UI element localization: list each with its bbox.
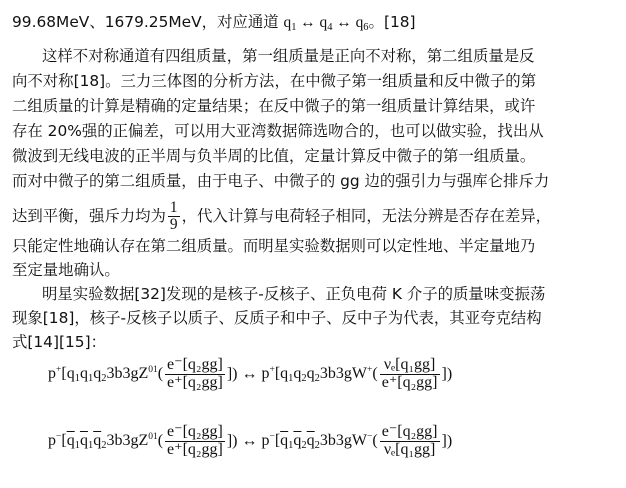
para2-line-1: 明星实验数据[32]发现的是核子-反核子、正负电荷 K 介子的质量味变振荡 <box>42 285 546 303</box>
para2-line-2: 现象[18]，核子-反核子以质子、反质子和中子、反中子为代表，其亚夸克结构 <box>12 309 542 327</box>
eq1-lhs: $p^+[q_1q_1q_23b3gZ^{01}$( <box>48 364 164 384</box>
intro-text: 99.68MeV、1679.25MeV，对应通道 <box>12 13 284 31</box>
eq1-rhs-fraction: $\frac{\text{νₑ[q₁gg]}}{\text{e⁺[q₂gg]}}$ <box>381 356 438 391</box>
intro-ref: 。[18] <box>368 13 416 31</box>
para1-line-1: 这样不对称通道有四组质量，第一组质量是正向不对称，第二组质量是反 <box>42 47 535 65</box>
eq1-end: ]) <box>441 365 453 383</box>
eq1-rhs: $p^+[q_1q_2q_23b3gW^+$( <box>261 364 378 384</box>
eq1-arrow: ]) ↔ <box>226 365 262 383</box>
intro-line <box>12 12 416 38</box>
para1-line-7-post: ，代入计算与电荷轻子相同，无法分辨是否存在差异， <box>181 207 552 225</box>
eq2-lhs: $p^-[\overline{q}_1\overline{q}_1\overline{q}_23b3gZ^{01}$( <box>48 431 164 451</box>
eq2-rhs: $p^-[\overline{q}_1\overline{q}_2\overline{q}_23b3gW^-$( <box>261 431 378 451</box>
para1-line-2: 向不对称[18]。三力三体图的分析方法，在中微子第一组质量和反中微子的第 <box>12 72 537 90</box>
para1-line-3: 二组质量的计算是精确的定量结果；在反中微子的第一组质量计算结果，或许 <box>12 97 536 115</box>
para1-line-6: 而对中微子的第二组质量，由于电子、中微子的 gg 边的强引力与强库仑排斥力 <box>12 172 550 190</box>
channel-q6: $q_6$ <box>355 14 369 33</box>
para1-line-8: 只能定性地确认存在第二组质量。而明星实验数据则可以定性地、半定量地乃 <box>12 237 536 255</box>
arrow-1: ↔ <box>296 14 320 31</box>
para1-line-4: 存在 20%强的正偏差，可以用大亚湾数据筛选吻合的，也可以做实验，找出从 <box>12 122 544 140</box>
para1-line-9: 至定量地确认。 <box>12 261 120 279</box>
arrow-2: ↔ <box>332 14 356 31</box>
eq2-rhs-fraction: $\frac{\text{e⁻[q₂gg]}}{\text{νₑ[q₁gg]}}$ <box>381 423 438 458</box>
eq1-lhs-fraction: $\frac{\text{e⁻[q₂gg]}}{\text{e⁺[q₂gg]}}$ <box>167 356 223 391</box>
channel-q4: $q_4$ <box>319 14 333 33</box>
eq2-lhs-fraction: $\frac{\text{e⁻[q₂gg]}}{\text{e⁺[q₂gg]}}$ <box>167 423 223 458</box>
para1-line-7-pre: 达到平衡，强斥力均为 <box>12 207 166 225</box>
eq2-end: ]) <box>441 432 453 450</box>
equation-1 <box>48 357 452 392</box>
para2-line-3: 式[14][15]： <box>12 333 106 351</box>
equation-2 <box>48 424 452 459</box>
para1-line-7 <box>12 196 551 236</box>
eq2-arrow: ]) ↔ <box>226 432 262 450</box>
channel-q1: $q_1$ <box>283 14 297 33</box>
fraction-one-ninth: $\frac{1}{9}$ <box>169 198 178 233</box>
para1-line-5: 微波到无线电波的正半周与负半周的比值，定量计算反中微子的第一组质量。 <box>12 147 536 165</box>
